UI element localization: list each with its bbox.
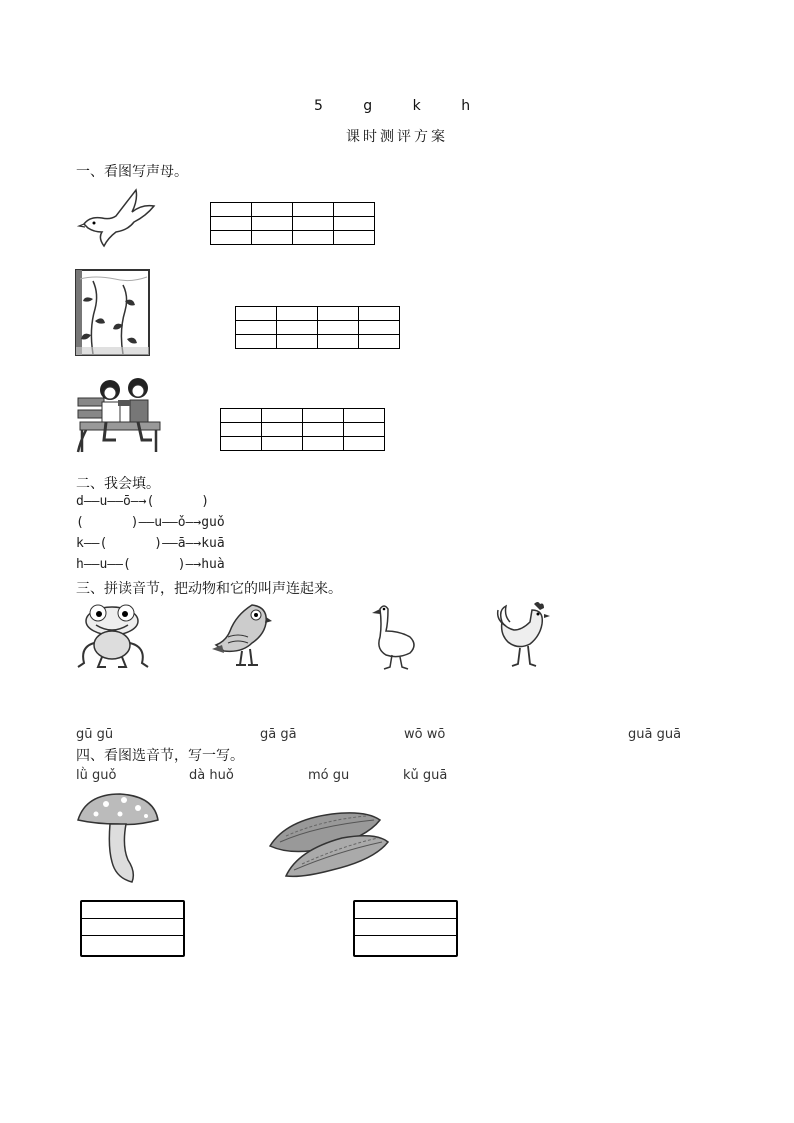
option-4: kǔ guā bbox=[403, 768, 448, 783]
write-grid-1[interactable] bbox=[210, 202, 375, 245]
sound-label-1: gū gū bbox=[76, 727, 114, 742]
sound-label-2: gā gā bbox=[260, 727, 297, 742]
fill-line-3[interactable]: k——( )——ā—→kuā bbox=[76, 536, 225, 551]
rooster-image bbox=[496, 600, 552, 670]
cuckoo-bird-image bbox=[212, 601, 274, 671]
sound-label-4: guā guā bbox=[628, 727, 682, 742]
fill-line-2[interactable]: ( )——u——ǒ—→guǒ bbox=[76, 515, 225, 530]
option-2: dà huǒ bbox=[189, 768, 234, 783]
answer-box-1[interactable] bbox=[80, 900, 185, 957]
option-1: lǜ guǒ bbox=[76, 768, 117, 783]
frog-image bbox=[76, 603, 150, 669]
option-3: mó gu bbox=[308, 768, 350, 783]
goose-image bbox=[370, 601, 418, 671]
answer-box-2[interactable] bbox=[353, 900, 458, 957]
page-subtitle: 课时测评方案 bbox=[346, 129, 448, 145]
write-grid-3[interactable] bbox=[220, 408, 385, 451]
fill-line-4[interactable]: h——u——( )—→huà bbox=[76, 557, 225, 572]
bitter-melon-image bbox=[266, 806, 390, 882]
section1-heading: 一、看图写声母。 bbox=[76, 164, 188, 180]
children-bench-image bbox=[76, 376, 171, 454]
fill-line-1[interactable]: d——u——ō—→( ) bbox=[76, 494, 210, 509]
mushroom-image bbox=[76, 792, 160, 886]
pigeon-image bbox=[76, 186, 156, 250]
section3-heading: 三、拼读音节，把动物和它的叫声连起来。 bbox=[76, 581, 342, 597]
section2-heading: 二、我会填。 bbox=[76, 476, 160, 492]
sound-label-3: wō wō bbox=[404, 727, 446, 742]
page-title: 5 g k h bbox=[313, 98, 489, 114]
write-grid-2[interactable] bbox=[235, 306, 400, 349]
section4-heading: 四、看图选音节，写一写。 bbox=[76, 748, 244, 764]
waterweed-image bbox=[75, 269, 150, 356]
